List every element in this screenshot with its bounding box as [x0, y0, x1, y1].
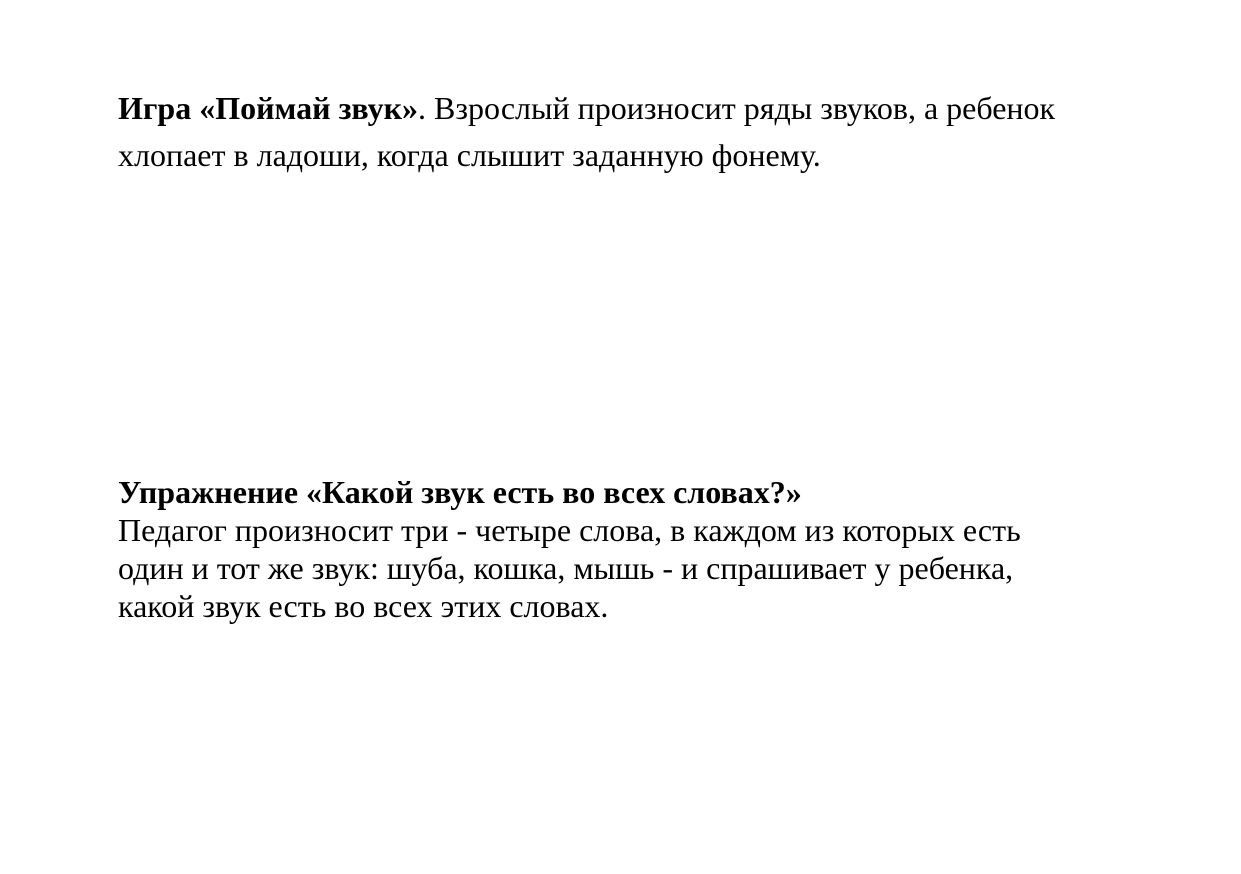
game-title: Игра «Поймай звук»: [118, 90, 419, 126]
game-paragraph-line-1: [118, 89, 1055, 127]
exercise-title: [118, 473, 802, 511]
game-paragraph-line-2: хлопает в ладоши, когда слышит заданную фонему.: [118, 137, 821, 173]
game-description-start: . Взрослый произносит ряды звуков, а ребенок: [418, 90, 1056, 126]
exercise-line-2: один и тот же звук: шуба, кошка, мышь - и спрашивает у ребенка,: [118, 550, 1014, 586]
exercise-line-1: Педагог произносит три - четыре слова, в каждом из которых есть: [118, 512, 1021, 548]
exercise-title-text: Упражнение «Какой звук есть во всех словах?»: [118, 474, 802, 510]
exercise-line-3: какой звук есть во всех этих словах.: [118, 588, 609, 624]
